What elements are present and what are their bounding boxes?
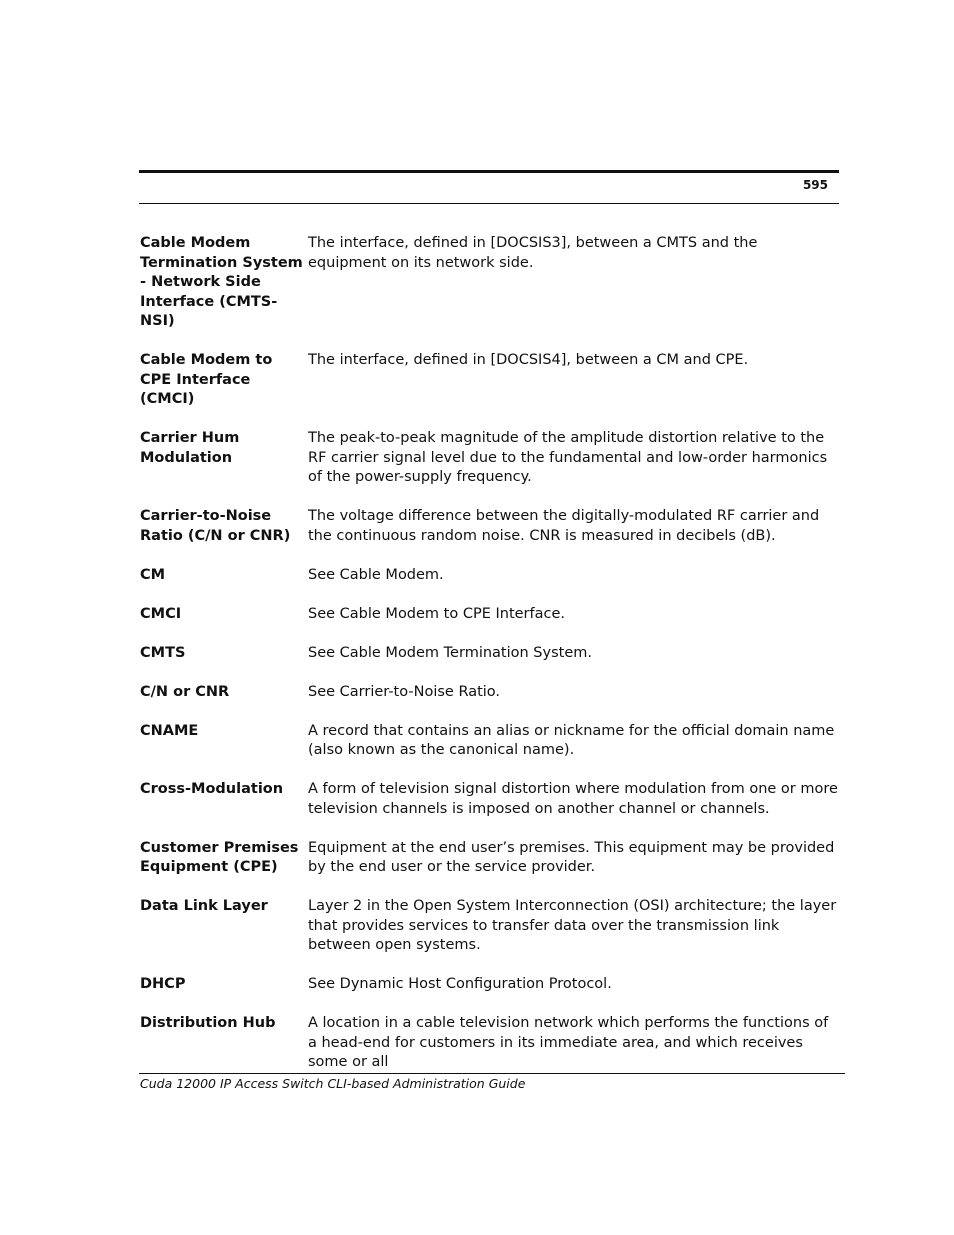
glossary-definition: A record that contains an alias or nickname for the official domain name (also known as the canonical name). — [308, 722, 835, 758]
glossary-definition: See Cable Modem Termination System. — [308, 644, 592, 661]
glossary-entry — [140, 605, 840, 625]
glossary-definition: See Carrier-to-Noise Ratio. — [308, 683, 501, 700]
glossary-list — [140, 234, 840, 1092]
page-number: 595 — [802, 178, 828, 192]
glossary-entry — [140, 566, 840, 586]
glossary-entry — [140, 897, 840, 956]
glossary-definition: See Dynamic Host Configuration Protocol. — [308, 976, 612, 992]
glossary-entry — [140, 683, 840, 703]
glossary-entry — [140, 429, 840, 488]
glossary-definition: The voltage difference between the digitally-modulated RF carrier and the continuous random noise. CNR is measured in decibels (dB). — [308, 508, 820, 544]
glossary-term: CMTS — [140, 644, 186, 661]
glossary-definition: A form of television signal distortion where modulation from one or more television channels is imposed on another channel or channels. — [308, 781, 838, 817]
glossary-definition: The peak-to-peak magnitude of the amplitude distortion relative to the RF carrier signal level due to the fundamental and low-order harmonics of the power-supply frequency. — [308, 430, 828, 485]
header-bottom-rule — [139, 203, 839, 204]
header-top-rule — [139, 170, 839, 173]
glossary-term: Carrier Hum Modulation — [140, 430, 240, 466]
glossary-definition: Equipment at the end user’s premises. This equipment may be provided by the end user or the service provider. — [308, 839, 835, 875]
glossary-term: Customer Premises Equipment (CPE) — [140, 839, 299, 875]
glossary-entry — [140, 507, 840, 546]
glossary-term: Cable Modem Termination System - Network Side Interface (CMTS-NSI) — [140, 235, 303, 329]
glossary-term: Cable Modem to CPE Interface (CMCI) — [140, 352, 273, 407]
glossary-entry — [140, 975, 840, 995]
footer-title: Cuda 12000 IP Access Switch CLI-based Administration Guide — [140, 1076, 526, 1091]
glossary-entry — [140, 234, 840, 332]
glossary-entry — [140, 1014, 840, 1073]
glossary-entry — [140, 351, 840, 410]
glossary-entry — [140, 839, 840, 878]
glossary-term: CM — [140, 566, 166, 583]
glossary-term: DHCP — [140, 976, 186, 992]
glossary-definition: The interface, defined in [DOCSIS3], between a CMTS and the equipment on its network side. — [308, 235, 758, 271]
glossary-definition: Layer 2 in the Open System Interconnection (OSI) architecture; the layer that provides services to transfer data over the transmission link between open systems. — [308, 898, 837, 953]
glossary-entry — [140, 722, 840, 761]
glossary-term: Distribution Hub — [140, 1015, 276, 1031]
glossary-definition: See Cable Modem. — [308, 566, 444, 583]
glossary-term: CMCI — [140, 605, 182, 622]
glossary-entry — [140, 644, 840, 664]
glossary-term: CNAME — [140, 722, 199, 739]
glossary-definition: The interface, defined in [DOCSIS4], between a CM and CPE. — [308, 352, 749, 368]
glossary-term: Data Link Layer — [140, 898, 268, 914]
glossary-entry — [140, 780, 840, 819]
glossary-term: Carrier-to-Noise Ratio (C/N or CNR) — [140, 508, 291, 544]
glossary-definition: See Cable Modem to CPE Interface. — [308, 605, 565, 622]
footer-rule — [139, 1073, 845, 1074]
glossary-term: C/N or CNR — [140, 683, 230, 700]
glossary-definition: A location in a cable television network which performs the functions of a head-end for customers in its immediate area, and which receives some or all — [308, 1015, 829, 1070]
glossary-term: Cross-Modulation — [140, 781, 284, 797]
